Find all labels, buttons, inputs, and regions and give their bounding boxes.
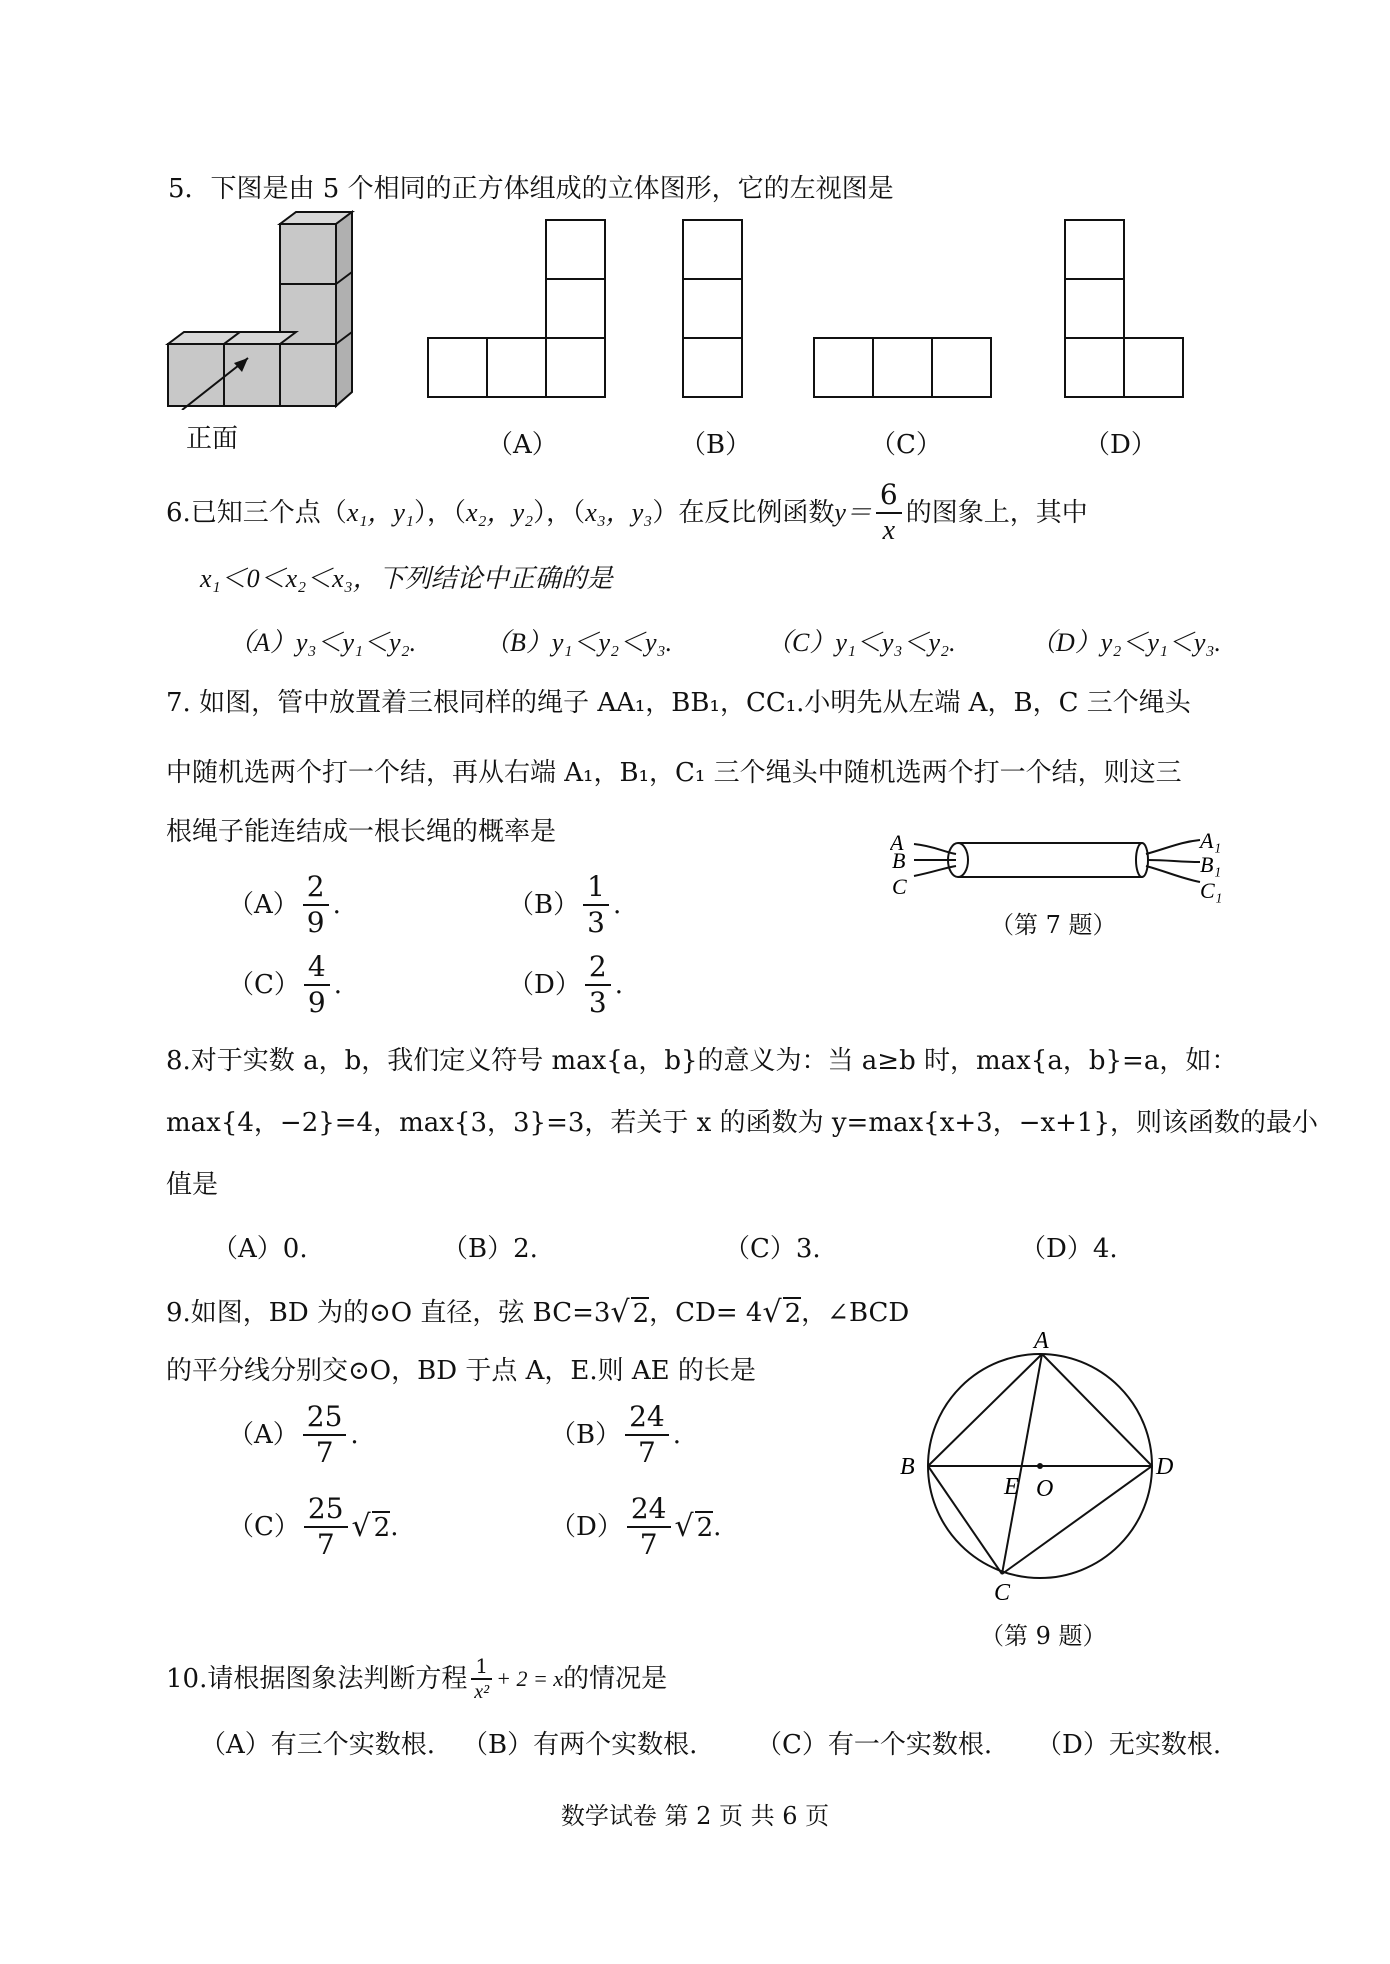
q9-fig-label-o: O	[1036, 1476, 1054, 1502]
q9-option-c-radicand: 2	[373, 1513, 391, 1543]
q9-radicand-2: 2	[784, 1299, 802, 1329]
q9-option-d-sqrt: √	[674, 1509, 694, 1544]
q6-option-a: （A）y₃＜y₁＜y₂.	[228, 628, 417, 657]
q8-option-c: （C）3.	[724, 1234, 821, 1264]
q9-fig-label-c: C	[994, 1580, 1011, 1606]
q7-fig-label-c: C	[892, 874, 907, 899]
q7-option-b: （B） $\frac{1}{3}$ .	[508, 870, 622, 939]
q9-option-d-num: 24	[627, 1492, 671, 1528]
q10-eq-rest: + 2 = x	[496, 1666, 564, 1691]
q7-option-b-den: 3	[587, 906, 605, 939]
q7-line-3: 根绳子能连结成一根长绳的概率是	[166, 817, 557, 847]
q7-fig-label-a1: A₁	[1200, 828, 1222, 853]
q5-front-label: 正面	[186, 424, 239, 454]
q10-eq-fraction	[471, 1654, 492, 1704]
q9-fig-label-b: B	[900, 1454, 915, 1480]
q10-stem-a: 10.请根据图象法判断方程	[166, 1664, 468, 1694]
q9-figure-caption: （第 9 题）	[980, 1622, 1107, 1650]
q7-option-b-num: 1	[583, 870, 609, 906]
q5-option-d-label: （D）	[1084, 430, 1157, 460]
q9-option-b-label: （B）	[550, 1420, 622, 1450]
q5-option-c-view	[810, 334, 1000, 400]
q7-fig-label-b1: B₁	[1200, 852, 1222, 877]
q8-option-d: （D）4.	[1020, 1234, 1118, 1264]
q10-stem-b: 的情况是	[563, 1664, 668, 1694]
q9-option-b-fraction	[625, 1400, 669, 1470]
q10-option-b: （B）有两个实数根.	[462, 1730, 698, 1760]
q6-fn-denominator: x	[882, 515, 896, 546]
q6-fn-numerator: 6	[876, 478, 902, 514]
q7-option-c: （C） $\frac{4}{9}$ .	[228, 950, 342, 1019]
q5-option-a-label: （A）	[487, 430, 558, 460]
q9-option-a-label: （A）	[228, 1420, 299, 1450]
q7-fig-label-c1: C₁	[1200, 878, 1223, 903]
q10-stem	[166, 1654, 667, 1704]
q5-stem: 5．下图是由 5 个相同的正方体组成的立体图形，它的左视图是	[168, 174, 894, 204]
q7-fig-label-b: B	[892, 848, 906, 873]
q6-stem-b: ）在反比例函数	[652, 498, 835, 528]
q9-fig-label-a: A	[1034, 1328, 1049, 1354]
q10-option-d: （D）无实数根.	[1036, 1730, 1222, 1760]
q8-line-3: 值是	[166, 1170, 219, 1200]
q9-option-a-num: 25	[303, 1400, 347, 1436]
q7-option-c-num: 4	[304, 950, 330, 986]
q9-option-b-num: 24	[625, 1400, 669, 1436]
q6-point-3: x₃，y₃	[585, 498, 653, 527]
q5-option-b-view	[679, 216, 749, 400]
q7-option-d-den: 3	[588, 986, 607, 1019]
q7-line-1: 7. 如图，管中放置着三根同样的绳子 AA₁，BB₁，CC₁.小明先从左端 A，B，C 三个绳头	[166, 688, 1191, 718]
q8-option-b: （B）2.	[442, 1234, 538, 1264]
q9-line-1-b: ，CD= 4	[649, 1298, 763, 1328]
q9-option-c-num: 25	[304, 1492, 348, 1528]
q5-option-b-label: （B）	[680, 430, 752, 460]
q5-option-a-view	[424, 216, 614, 400]
q8-line-1: 8.对于实数 a，b，我们定义符号 max{a，b}的意义为：当 a≥b 时，max{a，b}=a，如：	[166, 1046, 1238, 1076]
q7-figure-caption: （第 7 题）	[990, 911, 1117, 939]
q7-option-a-label: （A）	[228, 890, 299, 920]
q9-line-2: 的平分线分别交⊙O，BD 于点 A，E.则 AE 的长是	[166, 1356, 756, 1386]
q9-option-b-den: 7	[638, 1436, 656, 1469]
q5-cube-figure	[160, 210, 380, 410]
q7-fig-label-a: A	[890, 830, 904, 855]
q7-option-b-fraction	[583, 870, 609, 940]
q6-point-1: x₁，y₁	[346, 498, 414, 527]
q9-option-c-label: （C）	[228, 1512, 300, 1542]
q5-option-d-view	[1061, 216, 1191, 400]
q7-option-d-num: 2	[585, 950, 611, 986]
q9-line-1	[166, 1296, 909, 1330]
q9-option-b: （B） $\frac{24}{7}$ .	[550, 1400, 682, 1469]
q9-option-c-fraction	[304, 1492, 348, 1562]
q9-option-a-fraction	[303, 1400, 347, 1470]
q9-option-d-den: 7	[639, 1528, 658, 1561]
q6-point-2: x₂，y₂	[466, 498, 534, 527]
q7-option-a-num: 2	[303, 870, 329, 906]
q6-option-b: （B）y₁＜y₂＜y₃.	[484, 628, 673, 657]
q6-mid-1: ），（	[413, 498, 466, 528]
q7-option-a: （A） $\frac{2}{9}$ .	[228, 870, 341, 939]
q6-fn-fraction	[876, 478, 902, 548]
q9-option-c-sqrt: √	[351, 1509, 371, 1544]
q6-option-c: （C）y₁＜y₃＜y₂.	[766, 628, 956, 657]
q7-option-d-fraction	[585, 950, 611, 1020]
q9-radicand-1: 2	[632, 1299, 650, 1329]
q9-line-1-a: 9.如图，BD 为的⊙O 直径，弦 BC=3	[166, 1298, 611, 1328]
q6-option-d: （D）y₂＜y₁＜y₃.	[1030, 628, 1222, 657]
q7-option-c-label: （C）	[228, 970, 300, 1000]
q9-line-1-c: ，∠BCD	[801, 1298, 910, 1328]
q9-option-d-radicand: 2	[696, 1513, 714, 1543]
q6-condition: x₁＜0＜x₂＜x₃，下列结论中正确的是	[200, 564, 613, 593]
q8-line-2: max{4，−2}=4，max{3，3}=3，若关于 x 的函数为 y=max{x+3，−x+1}，则该函数的最小	[166, 1108, 1319, 1138]
q9-fig-label-d: D	[1156, 1454, 1174, 1480]
q6-fn-lhs: y＝	[834, 498, 872, 527]
q5-option-c-label: （C）	[870, 430, 942, 460]
q9-option-d-label: （D）	[550, 1512, 623, 1542]
q8-option-a: （A）0.	[212, 1234, 308, 1264]
q7-option-b-label: （B）	[508, 890, 580, 920]
q9-option-a-den: 7	[315, 1436, 334, 1469]
q6-stem	[166, 478, 1088, 548]
q7-option-c-fraction	[304, 950, 330, 1020]
q6-mid-2: ），（	[533, 498, 586, 528]
q10-eq-denominator: x²	[474, 1681, 490, 1703]
q7-option-d-label: （D）	[508, 970, 581, 1000]
q7-option-a-den: 9	[306, 906, 325, 939]
q10-eq-numerator: 1	[471, 1654, 492, 1680]
q7-line-2: 中随机选两个打一个结，再从右端 A₁，B₁，C₁ 三个绳头中随机选两个打一个结，则这三	[166, 758, 1182, 788]
q7-option-d: （D） $\frac{2}{3}$ .	[508, 950, 623, 1019]
q9-sqrt-symbol-1: √	[610, 1295, 630, 1330]
q7-option-a-fraction	[303, 870, 329, 940]
q9-option-c-den: 7	[316, 1528, 335, 1561]
q9-option-a: （A） $\frac{25}{7}$ .	[228, 1400, 359, 1469]
q7-option-c-den: 9	[307, 986, 326, 1019]
q6-stem-c: 的图象上，其中	[905, 498, 1088, 528]
q9-circle-figure	[900, 1320, 1180, 1610]
q9-option-c: （C） $\frac{25}{7}$ √ 2 .	[228, 1492, 399, 1561]
q9-fig-label-e: E	[1004, 1474, 1019, 1500]
page-footer: 数学试卷 第 2 页 共 6 页	[560, 1802, 830, 1830]
q9-option-d: （D） $\frac{24}{7}$ √ 2 .	[550, 1492, 722, 1561]
q9-option-d-fraction	[627, 1492, 671, 1562]
q10-option-c: （C）有一个实数根.	[756, 1730, 993, 1760]
q10-option-a: （A）有三个实数根.	[200, 1730, 436, 1760]
q6-stem-a: 6.已知三个点（	[166, 498, 347, 528]
q9-sqrt-symbol-2: √	[762, 1295, 782, 1330]
